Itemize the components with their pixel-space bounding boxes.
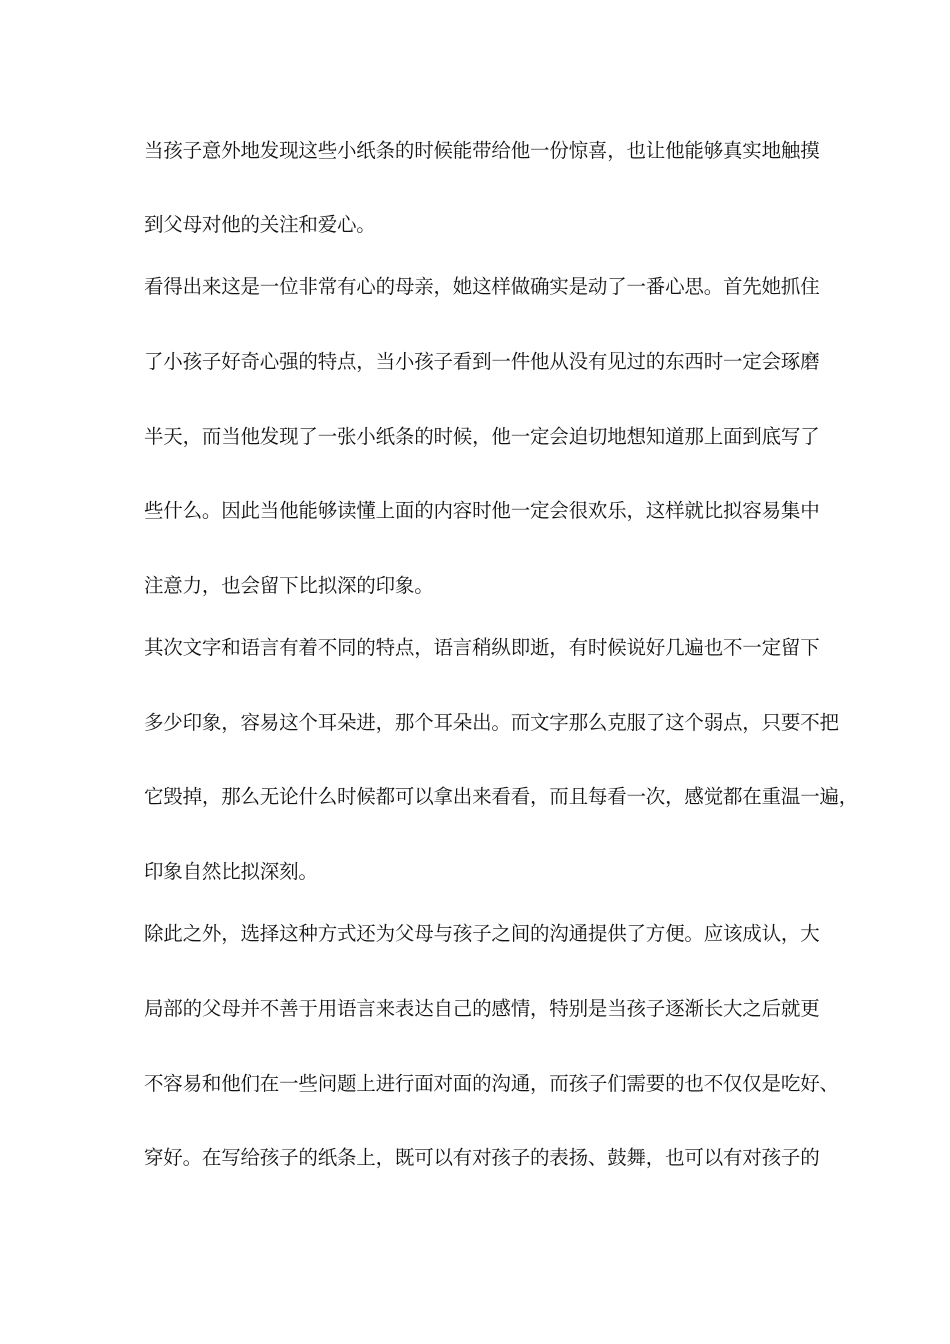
text-line-12: 除此之外，选择这种方式还为父母与孩子之间的沟通提供了方便。应该成认，大 xyxy=(144,922,820,945)
text-line-15: 穿好。在写给孩子的纸条上，既可以有对孩子的表扬、鼓舞，也可以有对孩子的 xyxy=(144,1146,820,1169)
text-line-10: 它毁掉，那么无论什么时候都可以拿出来看看，而且每看一次，感觉都在重温一遍， xyxy=(144,785,859,808)
text-line-8: 其次文字和语言有着不同的特点，语言稍纵即逝，有时候说好几遍也不一定留下 xyxy=(144,636,820,659)
text-line-2: 到父母对他的关注和爱心。 xyxy=(144,213,376,236)
text-line-3: 看得出来这是一位非常有心的母亲，她这样做确实是动了一番心思。首先她抓住 xyxy=(144,275,820,298)
text-line-5: 半天，而当他发现了一张小纸条的时候，他一定会迫切地想知道那上面到底写了 xyxy=(144,425,820,448)
text-line-7: 注意力，也会留下比拟深的印象。 xyxy=(144,574,434,597)
text-line-4: 了小孩子好奇心强的特点，当小孩子看到一件他从没有见过的东西时一定会琢磨 xyxy=(144,350,820,373)
text-line-6: 些什么。因此当他能够读懂上面的内容时他一定会很欢乐，这样就比拟容易集中 xyxy=(144,499,820,522)
text-line-11: 印象自然比拟深刻。 xyxy=(144,860,318,883)
text-line-13: 局部的父母并不善于用语言来表达自己的感情，特别是当孩子逐渐长大之后就更 xyxy=(144,997,820,1020)
text-line-1: 当孩子意外地发现这些小纸条的时候能带给他一份惊喜，也让他能够真实地触摸 xyxy=(144,139,820,162)
text-line-14: 不容易和他们在一些问题上进行面对面的沟通，而孩子们需要的也不仅仅是吃好、 xyxy=(144,1072,839,1095)
text-line-9: 多少印象，容易这个耳朵进，那个耳朵出。而文字那么克服了这个弱点，只要不把 xyxy=(144,711,839,734)
